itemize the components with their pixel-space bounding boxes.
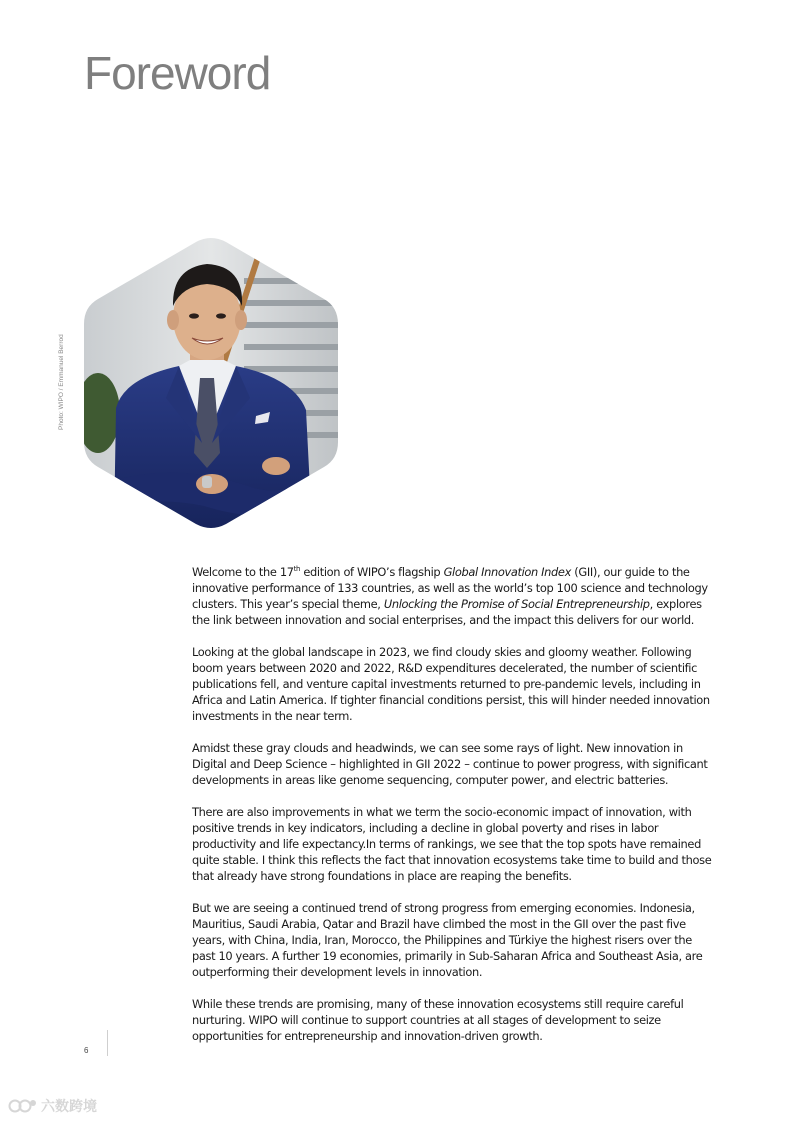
page-divider	[107, 1030, 108, 1056]
paragraph-1: Welcome to the 17th edition of WIPO’s flagship Global Innovation Index (GII), our guide to the innovative performance of 133 countries, as well as the world’s top 100 science and technology clusters. This year’s special theme, Unlocking the Promise of Social Entrepreneurship, explores the link between innovation and social enterprises, and the impact this delivers for our world.	[192, 565, 708, 627]
photo-credit: Photo: WIPO / Emmanuel Berrod	[58, 334, 65, 430]
paragraph-5: But we are seeing a continued trend of strong progress from emerging economies. Indonesia, Mauritius, Saudi Arabia, Qatar and Brazil have climbed the most in the GII over the past five years, with China, India, Iran, Morocco, the Philippines and Türkiye the highest risers over the past 10 years. A further 19 economies, primarily in Sub-Saharan Africa and Southeast Asia, are outperforming their development levels in innovation.	[192, 901, 703, 979]
paragraph-2: Looking at the global landscape in 2023, we find cloudy skies and gloomy weather. Following boom years between 2020 and 2022, R&D expenditures decelerated, the number of scientific publications fell, and venture capital investments returned to pre-pandemic levels, including in Africa and Latin America. If tighter financial conditions persist, this will hinder needed innovation investments in the near term.	[192, 645, 710, 723]
watermark-text: 六数跨境	[41, 1099, 97, 1115]
paragraph-3: Amidst these gray clouds and headwinds, we can see some rays of light. New innovation in Digital and Deep Science – highlighted in GII 2022 – continue to power progress, with significant developments in areas like genome sequencing, computer power, and electric batteries.	[192, 741, 708, 787]
portrait-illustration	[84, 238, 338, 528]
foreword-body	[192, 564, 717, 1060]
paragraph-6: While these trends are promising, many of these innovation ecosystems still require careful nurturing. WIPO will continue to support countries at all stages of development to seize opportunities for entrepreneurship and innovation-driven growth.	[192, 997, 684, 1043]
watermark	[8, 1096, 97, 1116]
paragraph-4: There are also improvements in what we term the socio-economic impact of innovation, with positive trends in key indicators, including a decline in global poverty and rises in labor productivity and life expectancy.In terms of rankings, we see that the top spots have remained quite stable. I think this reflects the fact that innovation ecosystems take time to build and those that already have strong foundations in place are reaping the benefits.	[192, 805, 712, 883]
watermark-logo-icon	[8, 1097, 38, 1115]
page-number: 6	[84, 1046, 89, 1055]
portrait-photo	[84, 238, 338, 528]
page-title: Foreword	[84, 47, 271, 99]
